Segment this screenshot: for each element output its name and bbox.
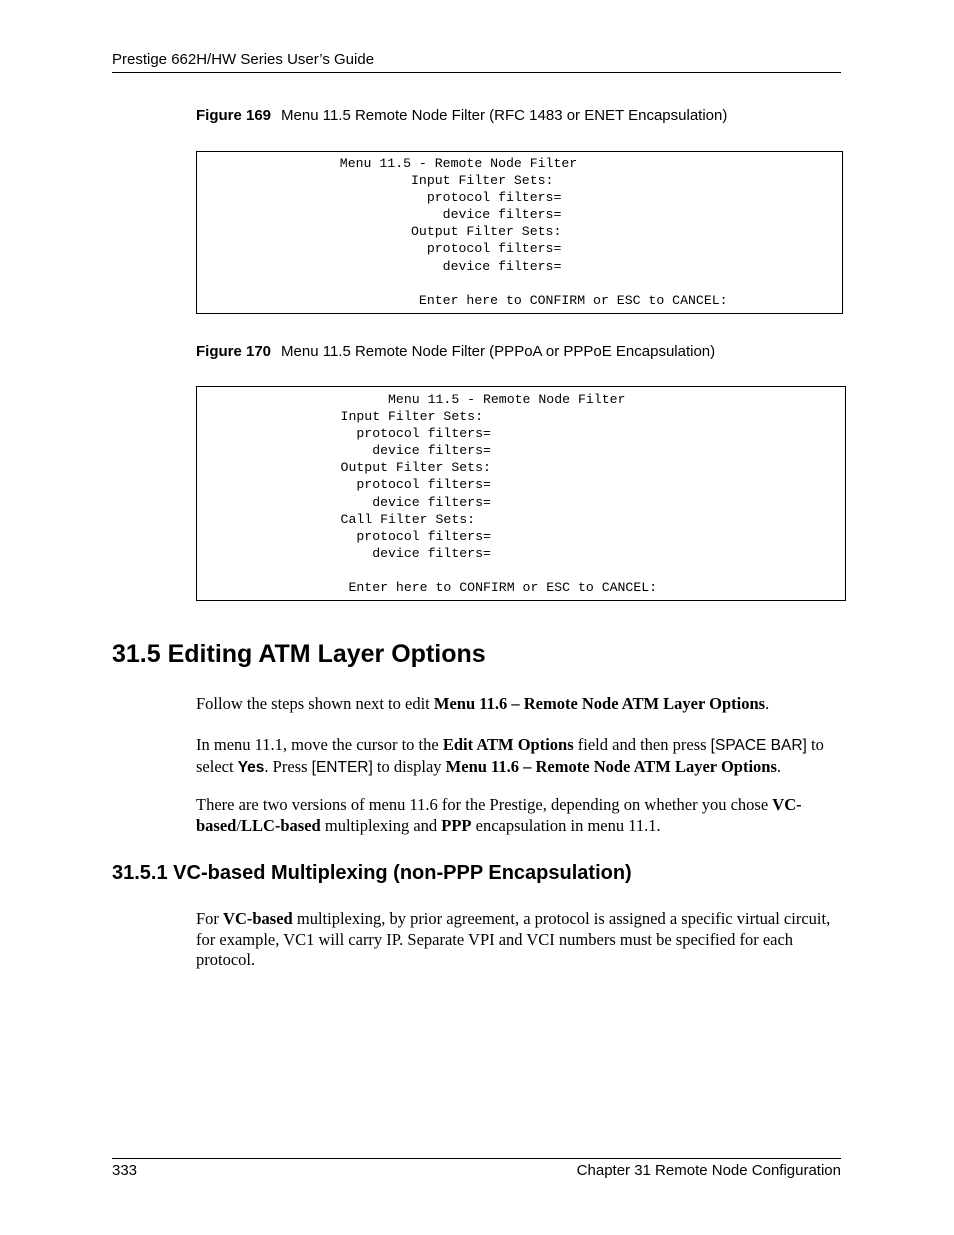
menu-name: Menu 11.6 – Remote Node ATM Layer Options bbox=[433, 694, 766, 713]
section-heading: 31.5 Editing ATM Layer Options bbox=[112, 640, 486, 668]
text-run: For bbox=[196, 909, 224, 928]
text-run: to display bbox=[372, 756, 446, 776]
text-run: encapsulation in menu 11.1. bbox=[471, 815, 661, 835]
option-value: Yes bbox=[237, 758, 265, 776]
figure-170-label: Figure 170 bbox=[196, 343, 272, 360]
key-name: [SPACE BAR] bbox=[710, 737, 807, 754]
text-run: . bbox=[776, 756, 782, 776]
running-header: Prestige 662H/HW Series User’s Guide bbox=[112, 51, 375, 68]
text-run: to select bbox=[196, 735, 824, 776]
term: LLC-based bbox=[240, 815, 321, 835]
section-paragraph-2 bbox=[196, 735, 846, 778]
page-number: 333 bbox=[112, 1162, 138, 1179]
subsection-paragraph-1 bbox=[196, 909, 846, 971]
section-paragraph-1 bbox=[196, 694, 846, 715]
chapter-title: Chapter 31 Remote Node Configuration bbox=[576, 1162, 841, 1179]
figure-170-caption bbox=[196, 343, 715, 360]
footer-divider bbox=[112, 1158, 841, 1159]
text-run: / bbox=[236, 815, 241, 835]
header-divider bbox=[112, 72, 841, 73]
figure-170-screen bbox=[196, 386, 846, 601]
term: VC-based bbox=[223, 909, 293, 928]
figure-170-screen-text: Menu 11.5 - Remote Node Filter Input Filter Sets: protocol filters= device filters= Output Filter Sets: protocol filters= device filters= Call Filter Sets: protocol filters= device filters= Enter here to CONFIRM or ESC to CANCEL: bbox=[340, 392, 658, 596]
field-name: Edit ATM Options bbox=[442, 735, 574, 754]
figure-170-title: Menu 11.5 Remote Node Filter (PPPoA or PPPoE Encapsulation) bbox=[281, 343, 716, 360]
text-run: Follow the steps shown next to edit bbox=[196, 694, 434, 713]
text-run: In menu 11.1, move the cursor to the bbox=[196, 735, 443, 754]
figure-169-screen bbox=[196, 151, 843, 314]
figure-169-title: Menu 11.5 Remote Node Filter (RFC 1483 or ENET Encapsulation) bbox=[281, 107, 728, 124]
term: PPP bbox=[441, 815, 472, 835]
figure-169-screen-text: Menu 11.5 - Remote Node Filter Input Filter Sets: protocol filters= device filters= Output Filter Sets: protocol filters= device filters= Enter here to CONFIRM or ESC to CANCEL: bbox=[339, 156, 728, 308]
subsection-heading: 31.5.1 VC-based Multiplexing (non-PPP Encapsulation) bbox=[112, 862, 632, 884]
text-run: . bbox=[765, 694, 770, 713]
text-run: multiplexing, by prior agreement, a protocol is assigned a specific virtual circuit, for example, VC1 will carry IP. Separate VPI and VCI numbers must be specified for each protocol. bbox=[196, 909, 831, 969]
text-run: multiplexing and bbox=[320, 815, 442, 835]
section-paragraph-3 bbox=[196, 795, 846, 836]
key-name: [ENTER] bbox=[311, 758, 373, 776]
text-run: . Press bbox=[264, 756, 312, 776]
figure-169-caption bbox=[196, 107, 727, 124]
text-run: There are two versions of menu 11.6 for the Prestige, depending on whether you chose bbox=[196, 795, 773, 814]
menu-name: Menu 11.6 – Remote Node ATM Layer Options bbox=[445, 756, 777, 776]
term: VC-based bbox=[196, 795, 802, 835]
figure-169-label: Figure 169 bbox=[196, 107, 272, 124]
text-run: field and then press bbox=[573, 735, 711, 754]
